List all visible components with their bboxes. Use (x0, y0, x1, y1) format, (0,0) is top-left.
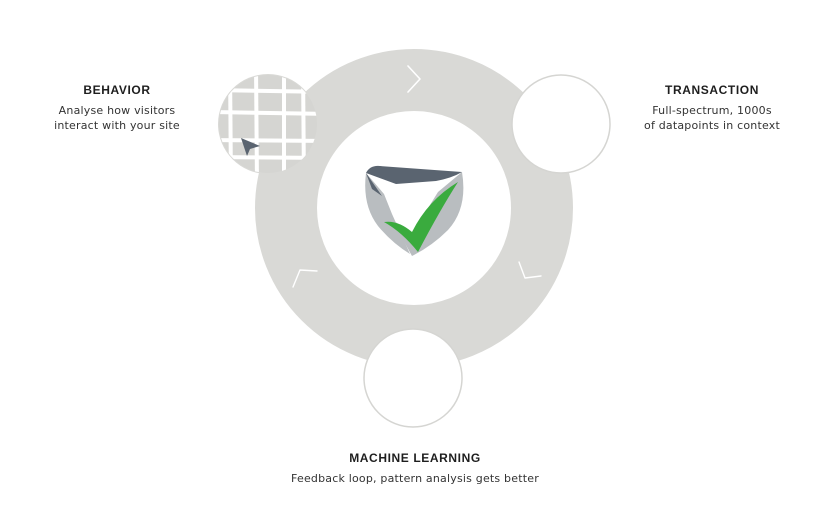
behavior-desc-line: interact with your site (54, 119, 180, 132)
behavior-desc-line: Analyse how visitors (58, 104, 176, 117)
behavior-title: BEHAVIOR (83, 83, 151, 97)
transaction-description (622, 103, 802, 133)
transaction-title: TRANSACTION (665, 83, 759, 97)
shield-check-logo-icon (365, 166, 463, 256)
transaction-desc-line: Full-spectrum, 1000s (652, 104, 772, 117)
transaction-label (622, 83, 802, 133)
machine-learning-desc-line: Feedback loop, pattern analysis gets better (291, 472, 539, 485)
machine-learning-label (240, 451, 590, 486)
transaction-desc-line: of datapoints in context (644, 119, 780, 132)
machine-learning-description (240, 471, 590, 486)
transaction-node (512, 75, 610, 173)
machine-learning-node (364, 329, 462, 427)
behavior-label (36, 83, 198, 133)
behavior-description (36, 103, 198, 133)
machine-learning-title: MACHINE LEARNING (349, 451, 481, 465)
